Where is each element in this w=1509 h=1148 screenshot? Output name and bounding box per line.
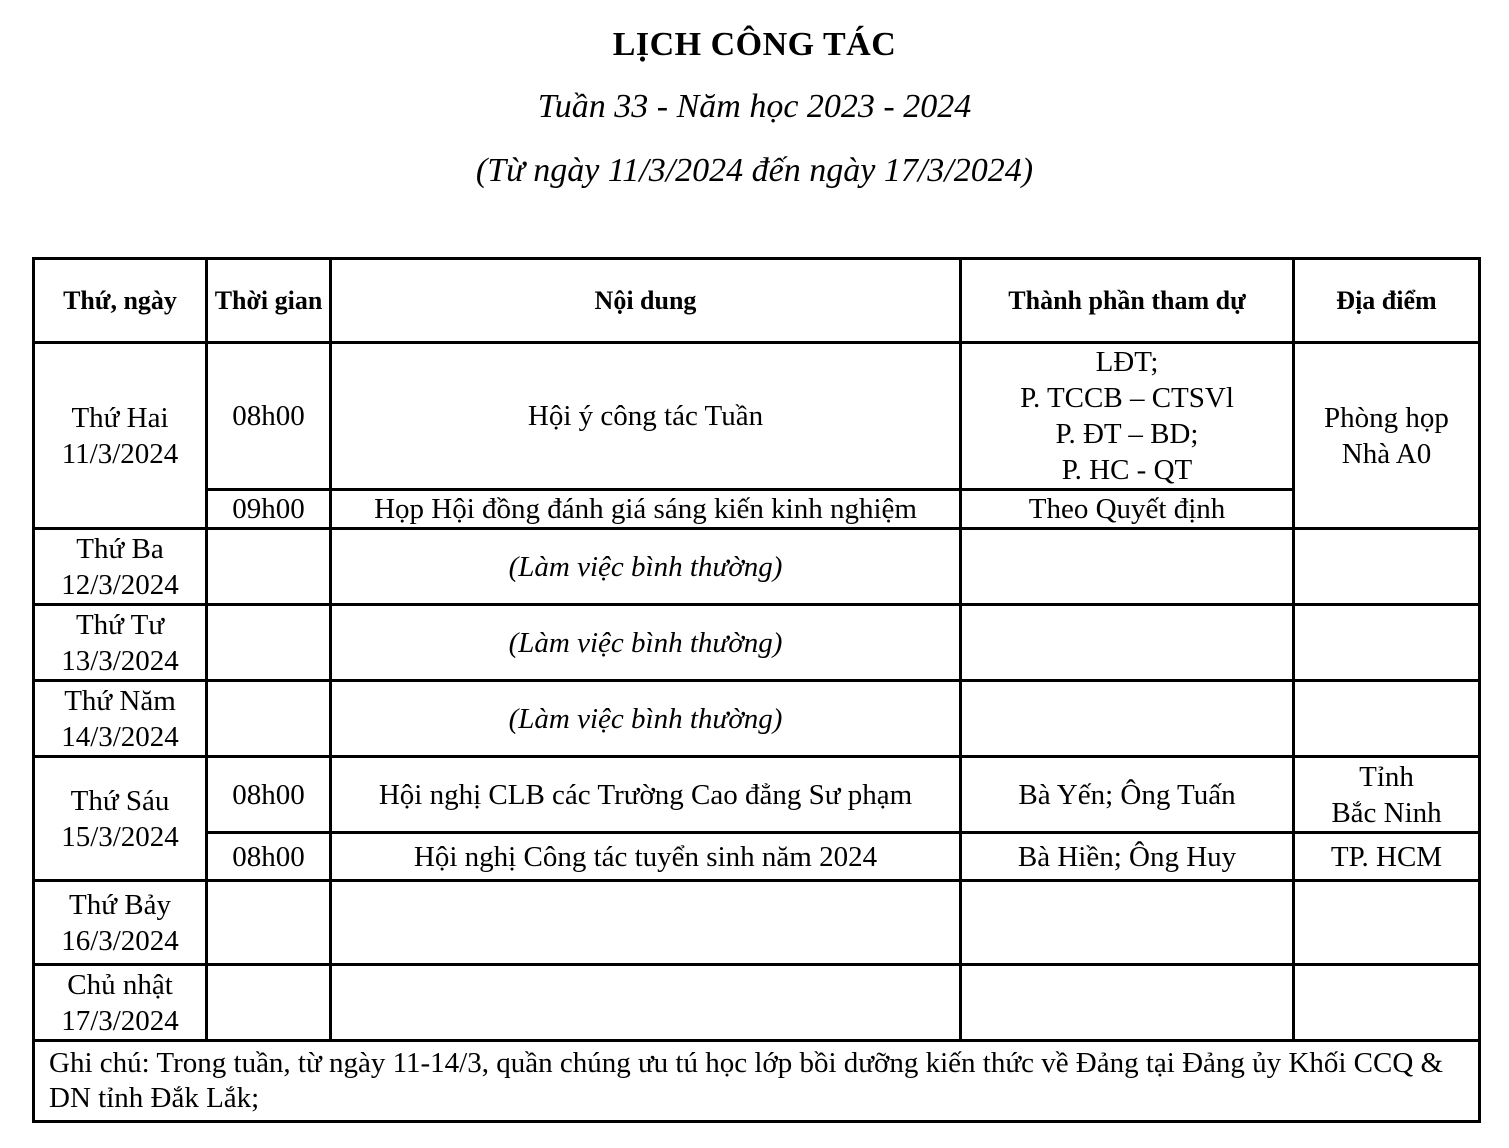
day-name: Thứ Bảy [69, 888, 171, 921]
participants-cell [961, 605, 1294, 681]
content-cell [331, 965, 961, 1041]
date-range: (Từ ngày 11/3/2024 đến ngày 17/3/2024) [475, 152, 1034, 189]
schedule-table [32, 257, 1481, 1123]
day-name: Thứ Ba [76, 532, 164, 565]
content-cell: Hội ý công tác Tuần [331, 343, 961, 490]
header-row [34, 259, 1480, 343]
day-name: Thứ Sáu [70, 784, 170, 817]
location-cell [1294, 881, 1480, 965]
table-row [34, 881, 1480, 965]
location-cell [1294, 757, 1480, 833]
day-date: 15/3/2024 [61, 820, 179, 853]
document-title: LỊCH CÔNG TÁC [612, 26, 897, 63]
day-cell-friday [34, 757, 207, 881]
participant-line: P. HC - QT [1061, 454, 1193, 486]
content-cell: Hội nghị CLB các Trường Cao đẳng Sư phạm [331, 757, 961, 833]
header-location: Địa điểm [1294, 259, 1480, 343]
location-cell [1294, 605, 1480, 681]
header-time: Thời gian [207, 259, 331, 343]
time-cell: 08h00 [207, 757, 331, 833]
day-date: 11/3/2024 [61, 437, 179, 470]
day-date: 12/3/2024 [61, 568, 179, 601]
location-line: Nhà A0 [1341, 437, 1432, 470]
location-cell [1294, 965, 1480, 1041]
content-cell: Họp Hội đồng đánh giá sáng kiến kinh nghiệm [331, 490, 961, 529]
note-text: Ghi chú: Trong tuần, từ ngày 11-14/3, quần chúng ưu tú học lớp bồi dưỡng kiến thức về Đảng tại Đảng ủy Khối CCQ & DN tỉnh Đắk Lắk; [34, 1041, 1480, 1122]
location-cell: TP. HCM [1294, 833, 1480, 881]
table-row [34, 681, 1480, 757]
time-cell: 08h00 [207, 833, 331, 881]
header-day: Thứ, ngày [34, 259, 207, 343]
time-cell: 09h00 [207, 490, 331, 529]
header-content: Nội dung [331, 259, 961, 343]
table-row [34, 343, 1480, 490]
participants-cell: Bà Yến; Ông Tuấn [961, 757, 1294, 833]
location-cell [1294, 343, 1480, 529]
location-line: Tỉnh [1359, 760, 1414, 793]
day-cell-sunday [34, 965, 207, 1041]
day-cell-saturday [34, 881, 207, 965]
day-name: Thứ Năm [64, 684, 176, 717]
table-row [34, 605, 1480, 681]
day-cell-tuesday [34, 529, 207, 605]
content-cell: (Làm việc bình thường) [331, 529, 961, 605]
day-name: Thứ Hai [71, 401, 169, 434]
table-row [34, 529, 1480, 605]
day-name: Chủ nhật [67, 968, 173, 1001]
time-cell [207, 881, 331, 965]
content-cell [331, 881, 961, 965]
participants-cell [961, 529, 1294, 605]
header-participants: Thành phần tham dự [961, 259, 1294, 343]
participants-cell [961, 965, 1294, 1041]
table-row [34, 490, 1480, 529]
day-cell-wednesday [34, 605, 207, 681]
table-row [34, 833, 1480, 881]
time-cell: 08h00 [207, 343, 331, 490]
time-cell [207, 529, 331, 605]
day-cell-monday [34, 343, 207, 529]
time-cell [207, 965, 331, 1041]
day-cell-thursday [34, 681, 207, 757]
day-date: 14/3/2024 [61, 720, 179, 753]
participants-cell: Theo Quyết định [961, 490, 1294, 529]
document-subtitle: Tuần 33 - Năm học 2023 - 2024 [537, 88, 972, 125]
time-cell [207, 605, 331, 681]
content-cell: (Làm việc bình thường) [331, 605, 961, 681]
participants-cell [961, 343, 1294, 490]
day-date: 17/3/2024 [61, 1004, 179, 1037]
day-name: Thứ Tư [75, 608, 165, 641]
day-date: 13/3/2024 [61, 644, 179, 677]
table-row [34, 965, 1480, 1041]
table-row [34, 757, 1480, 833]
participants-cell [961, 881, 1294, 965]
day-date: 16/3/2024 [61, 924, 179, 957]
participant-line: P. TCCB – CTSVl [1020, 382, 1234, 414]
participant-line: P. ĐT – BD; [1055, 418, 1199, 450]
content-cell: (Làm việc bình thường) [331, 681, 961, 757]
participants-cell [961, 681, 1294, 757]
note-row [34, 1041, 1480, 1122]
participant-line: LĐT; [1095, 346, 1159, 378]
location-cell [1294, 529, 1480, 605]
content-cell: Hội nghị Công tác tuyển sinh năm 2024 [331, 833, 961, 881]
time-cell [207, 681, 331, 757]
participants-cell: Bà Hiền; Ông Huy [961, 833, 1294, 881]
location-line: Bắc Ninh [1331, 796, 1442, 829]
location-cell [1294, 681, 1480, 757]
location-line: Phòng họp [1324, 401, 1449, 434]
